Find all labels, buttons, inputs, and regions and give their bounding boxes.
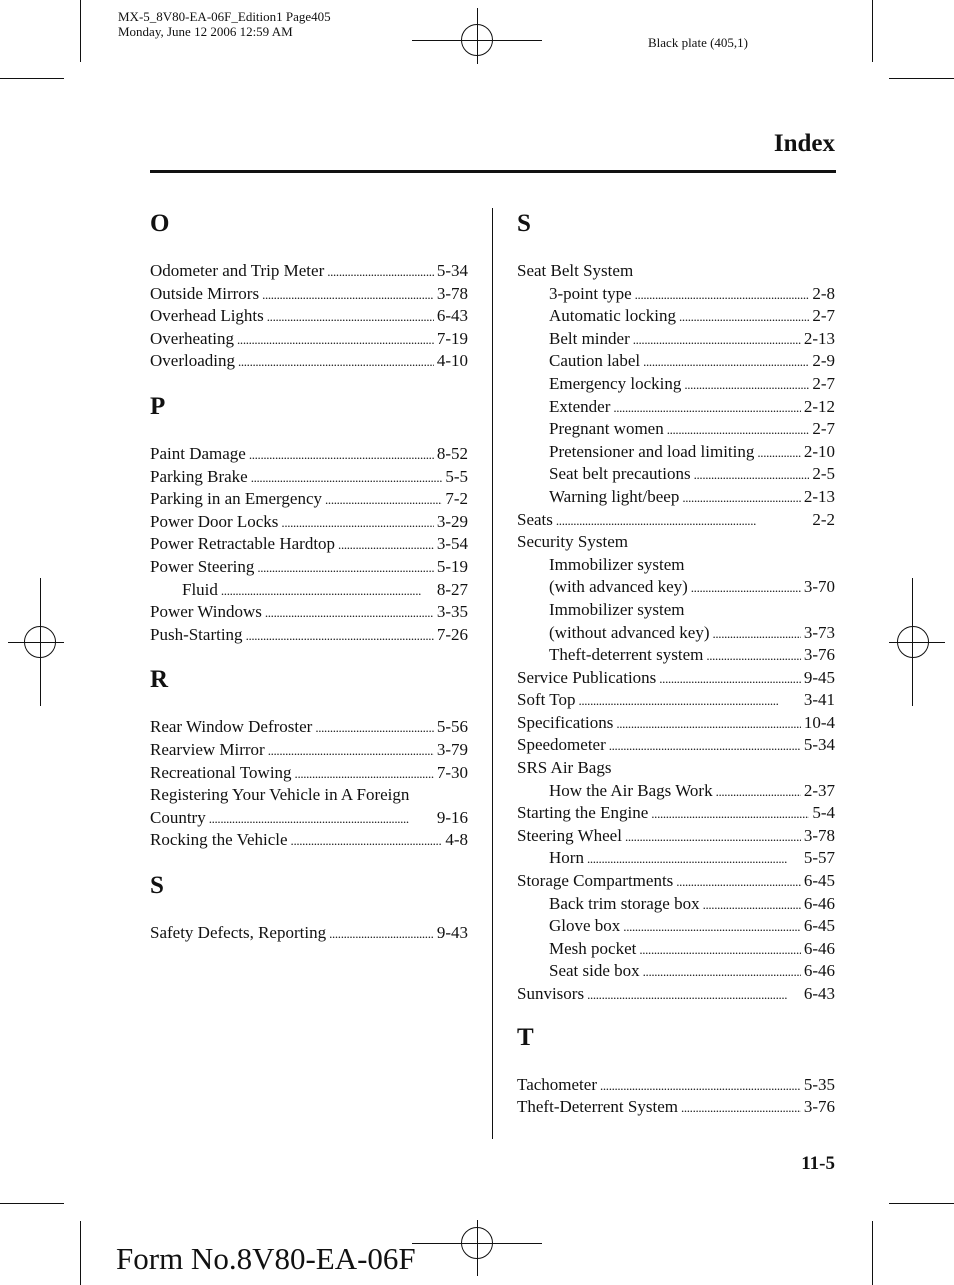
entry-page: 5-57 [803, 848, 835, 868]
index-entry [517, 441, 835, 464]
entry-text: (with advanced key) [549, 577, 688, 597]
entry-page: 2-5 [812, 464, 835, 484]
entry-text: Rocking the Vehicle [150, 830, 288, 850]
dot-leader [706, 645, 800, 668]
entry-page: 2-12 [803, 396, 835, 416]
dot-leader [238, 351, 434, 374]
index-entry [517, 938, 835, 961]
dot-leader [609, 735, 801, 758]
index-section [150, 870, 468, 945]
entry-text: Tachometer [517, 1074, 597, 1094]
entry-page: 3-73 [803, 622, 835, 642]
index-entry [150, 579, 468, 602]
index-entry [517, 983, 835, 1006]
entry-text: Theft-deterrent system [549, 645, 704, 665]
entry-page: 2-13 [803, 486, 835, 506]
entry-text: Sunvisors [517, 984, 585, 1003]
index-entry [150, 556, 468, 579]
entry-text: Starting the Engine [517, 803, 649, 823]
index-entry [517, 509, 835, 532]
entry-page: 8-52 [436, 443, 468, 463]
index-entry [517, 915, 835, 938]
entry-text: Outside Mirrors [150, 283, 260, 303]
index-entry [150, 328, 468, 351]
crop-mark [80, 0, 81, 62]
index-entry [517, 418, 835, 441]
index-entry [517, 870, 835, 893]
entry-text: Service Publications [517, 667, 657, 687]
dot-leader [635, 284, 810, 307]
section-letter: R [150, 666, 169, 694]
entry-text: Speedometer [517, 735, 606, 755]
entry-text: Odometer and Trip Meter [150, 261, 325, 280]
dot-leader [643, 961, 801, 984]
entry-page: 7-2 [445, 489, 468, 509]
index-section [150, 391, 468, 646]
dot-leader [703, 894, 801, 917]
dot-leader [327, 261, 434, 284]
dot-leader [267, 306, 434, 329]
dot-leader [325, 489, 442, 512]
index-entry [517, 960, 835, 983]
entry-text: How the Air Bags Work [549, 780, 713, 800]
crop-mark [889, 1203, 954, 1204]
page-number: 11-5 [801, 1153, 835, 1174]
title-rule [150, 170, 836, 173]
entry-page: 5-34 [436, 261, 468, 280]
entry-page: 8-27 [436, 579, 468, 599]
entry-page: 7-26 [436, 624, 468, 644]
entry-text: Soft Top [517, 690, 576, 710]
index-entry [517, 305, 835, 328]
form-number: Form No.8V80-EA-06F [116, 1241, 416, 1276]
index-column-left [150, 208, 468, 944]
dot-leader [684, 374, 809, 397]
dot-leader [616, 713, 801, 736]
index-entry [150, 739, 468, 762]
entry-page: 3-54 [436, 534, 468, 554]
print-header-file [118, 9, 331, 39]
index-entry [517, 576, 835, 599]
index-entry [150, 305, 468, 328]
section-letter: S [150, 871, 164, 899]
entry-text: Warning light/beep [549, 486, 680, 506]
index-section [150, 208, 468, 373]
entry-page: 9-16 [436, 807, 468, 827]
entry-text: Security System [517, 532, 628, 552]
entry-text: Caution label [549, 351, 641, 371]
index-entry [517, 825, 835, 848]
dot-leader [613, 397, 800, 420]
entry-text: Registering Your Vehicle in A Foreign [150, 785, 410, 805]
index-entry [517, 486, 835, 509]
entry-text: Glove box [549, 916, 621, 936]
entry-text: Mesh pocket [549, 938, 637, 958]
dot-leader [600, 1075, 801, 1098]
index-entry [517, 622, 835, 645]
index-entry [150, 762, 468, 785]
entry-text: Rearview Mirror [150, 739, 265, 759]
dot-leader [713, 623, 801, 646]
entry-text: Pretensioner and load limiting [549, 441, 755, 461]
entry-page: 2-10 [803, 441, 835, 461]
entry-text: SRS Air Bags [517, 758, 612, 778]
entry-page: 2-37 [803, 780, 835, 800]
dot-leader [639, 939, 800, 962]
index-entry [517, 373, 835, 396]
entry-text: Overloading [150, 351, 235, 371]
index-section [150, 664, 468, 852]
dot-leader [281, 512, 433, 535]
entry-page: 3-35 [436, 602, 468, 622]
index-entry [150, 784, 468, 807]
dot-leader [315, 717, 433, 740]
index-entry [517, 893, 835, 916]
entry-text: Pregnant women [549, 419, 664, 439]
dot-leader [578, 690, 800, 713]
index-entry [517, 802, 835, 825]
dot-leader [682, 487, 800, 510]
dot-leader [681, 1097, 801, 1120]
index-entry [150, 716, 468, 739]
dot-leader [651, 803, 809, 826]
index-entry [517, 780, 835, 803]
entry-text: 3-point type [549, 283, 632, 303]
index-entry [150, 443, 468, 466]
entry-page: 2-8 [812, 283, 835, 303]
dot-leader [587, 848, 801, 871]
entry-page: 3-76 [803, 645, 835, 665]
entry-list [150, 922, 468, 945]
entry-text: Power Windows [150, 602, 262, 622]
entry-list [150, 260, 468, 373]
dot-leader [237, 329, 434, 352]
dot-leader [694, 464, 810, 487]
crop-mark [0, 1203, 64, 1204]
dot-leader [329, 923, 434, 946]
entry-text: Seat side box [549, 961, 640, 981]
index-entry [517, 531, 835, 554]
entry-text: Parking in an Emergency [150, 489, 323, 509]
entry-page: 5-35 [803, 1074, 835, 1094]
index-entry [517, 734, 835, 757]
entry-page: 6-43 [803, 984, 835, 1003]
entry-page: 9-43 [436, 922, 468, 942]
index-entry [517, 396, 835, 419]
index-entry [517, 599, 835, 622]
entry-text: Power Steering [150, 556, 255, 576]
entry-page: 2-7 [812, 306, 835, 326]
index-entry [150, 601, 468, 624]
entry-page: 9-45 [803, 667, 835, 687]
entry-page: 3-78 [436, 283, 468, 303]
dot-leader [625, 826, 801, 849]
dot-leader [209, 808, 434, 831]
crop-mark [889, 78, 954, 79]
entry-page: 2-9 [812, 351, 835, 371]
print-header-plate: Black plate (405,1) [648, 35, 748, 50]
page-title: Index [773, 130, 835, 157]
index-entry [150, 511, 468, 534]
entry-page: 3-29 [436, 511, 468, 531]
dot-leader [265, 602, 434, 625]
entry-page: 6-43 [436, 306, 468, 326]
section-letter: P [150, 392, 166, 420]
index-entry [517, 1096, 835, 1119]
entry-page: 2-13 [803, 328, 835, 348]
entry-text: Specifications [517, 712, 614, 732]
entry-text: Immobilizer system [549, 554, 685, 574]
index-entry [150, 466, 468, 489]
crop-mark [872, 1221, 873, 1285]
dot-leader [587, 984, 801, 1007]
print-header-line1: MX-5_8V80-EA-06F_Edition1 Page405 [118, 9, 331, 24]
dot-leader [268, 740, 434, 763]
entry-list [150, 443, 468, 646]
entry-text: Seats [517, 509, 553, 529]
dot-leader [676, 871, 801, 894]
entry-text: Belt minder [549, 328, 630, 348]
entry-page: 3-41 [803, 690, 835, 710]
index-entry [150, 829, 468, 852]
entry-text: Back trim storage box [549, 893, 700, 913]
entry-page: 6-46 [803, 961, 835, 981]
entry-text: Seat Belt System [517, 261, 634, 280]
entry-text: (without advanced key) [549, 622, 710, 642]
index-entry [150, 350, 468, 373]
dot-leader [295, 763, 434, 786]
entry-text: Country [150, 807, 206, 827]
print-header-line2: Monday, June 12 2006 12:59 AM [118, 24, 293, 39]
section-letter: O [150, 210, 170, 237]
entry-page: 3-70 [803, 577, 835, 597]
entry-page: 2-2 [812, 509, 835, 529]
index-entry [517, 350, 835, 373]
entry-text: Horn [549, 848, 584, 868]
entry-page: 7-19 [436, 328, 468, 348]
crop-mark [0, 78, 64, 79]
index-entry [517, 554, 835, 577]
entry-text: Power Door Locks [150, 511, 279, 531]
section-letter: T [517, 1023, 534, 1051]
index-entry [517, 847, 835, 870]
index-entry [517, 260, 835, 283]
index-entry [150, 260, 468, 283]
entry-page: 2-7 [812, 419, 835, 439]
dot-leader [679, 306, 809, 329]
dot-leader [338, 534, 434, 557]
entry-text: Theft-Deterrent System [517, 1097, 678, 1117]
index-section [517, 1022, 835, 1119]
section-letter: S [517, 210, 531, 237]
index-entry [517, 463, 835, 486]
entry-page: 3-79 [436, 739, 468, 759]
index-entry [150, 533, 468, 556]
entry-text: Overhead Lights [150, 306, 264, 326]
entry-page: 7-30 [436, 762, 468, 782]
entry-page: 10-4 [803, 712, 835, 732]
dot-leader [251, 467, 443, 490]
entry-page: 3-78 [803, 825, 835, 845]
index-column-right [517, 208, 835, 1119]
dot-leader [667, 419, 810, 442]
entry-text: Emergency locking [549, 373, 682, 393]
entry-text: Steering Wheel [517, 825, 622, 845]
entry-page: 5-4 [812, 803, 835, 823]
entry-page: 5-19 [436, 556, 468, 576]
entry-text: Power Retractable Hardtop [150, 534, 336, 554]
index-entry [517, 689, 835, 712]
index-entry [517, 712, 835, 735]
dot-leader [262, 284, 434, 307]
index-entry [517, 757, 835, 780]
dot-leader [249, 444, 434, 467]
index-entry [517, 283, 835, 306]
entry-page: 6-46 [803, 893, 835, 913]
crop-mark [872, 0, 873, 62]
dot-leader [221, 580, 434, 603]
entry-page: 6-46 [803, 938, 835, 958]
entry-text: Storage Compartments [517, 871, 674, 891]
entry-text: Parking Brake [150, 466, 248, 486]
entry-page: 4-8 [445, 830, 468, 850]
entry-list [517, 1074, 835, 1119]
entry-text: Automatic locking [549, 306, 677, 326]
entry-page: 2-7 [812, 373, 835, 393]
entry-list [150, 716, 468, 852]
dot-leader [623, 916, 801, 939]
entry-text: Immobilizer system [549, 599, 685, 619]
entry-page: 6-45 [803, 916, 835, 936]
index-entry [517, 1074, 835, 1097]
entry-text: Seat belt precautions [549, 464, 691, 484]
crop-mark [80, 1221, 81, 1285]
index-section [517, 208, 835, 1006]
index-entry [150, 488, 468, 511]
dot-leader [257, 557, 433, 580]
entry-text: Paint Damage [150, 443, 246, 463]
dot-leader [716, 781, 801, 804]
dot-leader [659, 668, 801, 691]
entry-text: Extender [549, 396, 611, 416]
index-entry [517, 644, 835, 667]
entry-text: Fluid [182, 579, 218, 599]
dot-leader [643, 351, 809, 374]
dot-leader [556, 510, 809, 533]
entry-page: 5-5 [445, 466, 468, 486]
entry-text: Recreational Towing [150, 762, 292, 782]
dot-leader [246, 625, 434, 648]
entry-text: Safety Defects, Reporting [150, 922, 327, 942]
dot-leader [633, 329, 801, 352]
index-entry [150, 922, 468, 945]
entry-page: 5-56 [436, 717, 468, 737]
index-entry [150, 807, 468, 830]
entry-text: Push-Starting [150, 624, 243, 644]
entry-page: 4-10 [436, 351, 468, 371]
index-entry [150, 283, 468, 306]
index-entry [517, 667, 835, 690]
dot-leader [291, 830, 443, 853]
entry-page: 6-45 [803, 871, 835, 891]
dot-leader [691, 577, 801, 600]
entry-page: 3-76 [803, 1097, 835, 1117]
column-divider [492, 208, 493, 1139]
entry-list [517, 260, 835, 1006]
index-entry [517, 328, 835, 351]
dot-leader [757, 442, 800, 465]
entry-text: Rear Window Defroster [150, 717, 313, 737]
index-entry [150, 624, 468, 647]
entry-page: 5-34 [803, 735, 835, 755]
entry-text: Overheating [150, 328, 235, 348]
